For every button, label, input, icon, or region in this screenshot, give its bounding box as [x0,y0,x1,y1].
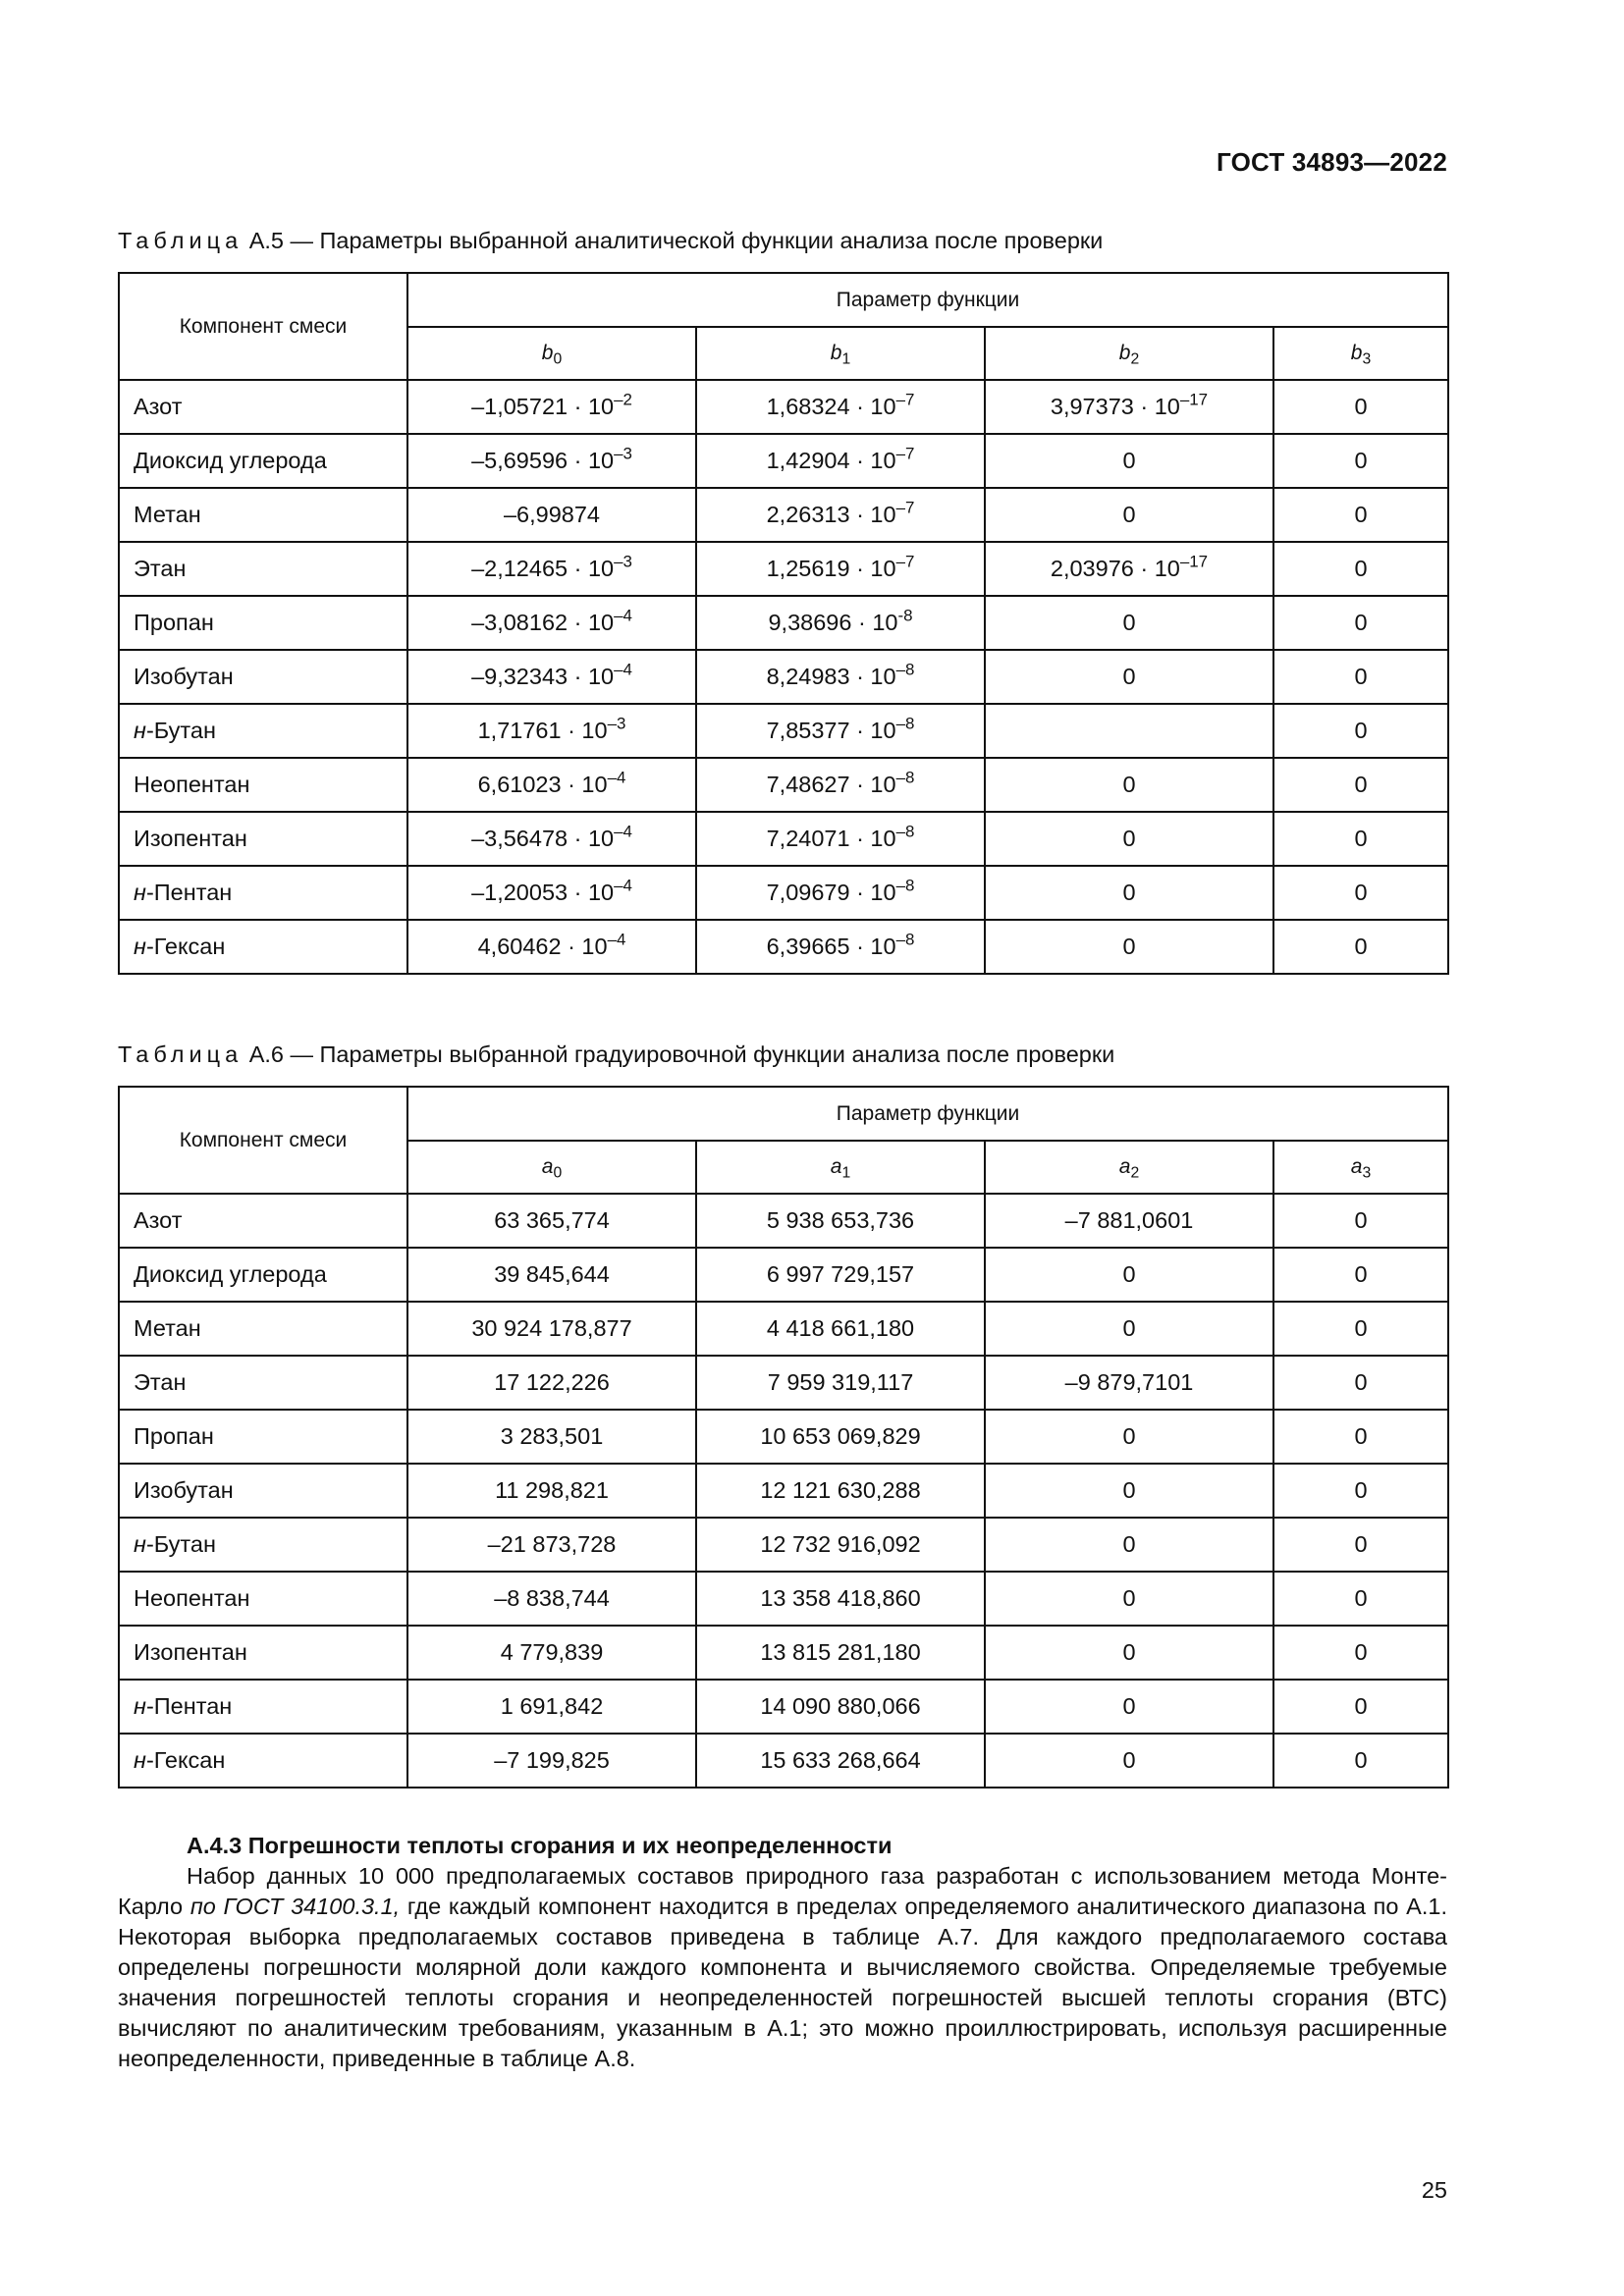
component-header: Компонент смеси [119,273,407,380]
table-a6-caption-text: А.6 — Параметры выбранной градуировочной функции анализа после проверки [248,1041,1115,1067]
parameter-value: 0 [1273,1410,1448,1464]
parameter-value: 0 [1273,758,1448,812]
table-a6-caption-label: Таблица [118,1041,244,1067]
parameter-value: 0 [1273,920,1448,974]
component-name: Азот [119,1194,407,1248]
parameter-value: 0 [1273,380,1448,434]
component-name: Неопентан [119,758,407,812]
parameter-value: $6,61023 \cdot 10^{-4}$ [407,758,696,812]
table-row [119,920,1448,974]
parameter-value [985,704,1273,758]
parameter-value: $7,09679 \cdot 10^{-8}$ [696,866,985,920]
table-row [119,434,1448,488]
parameter-value: –21 873,728 [407,1518,696,1572]
parameter-value: $-9,32343 \cdot 10^{-4}$ [407,650,696,704]
parameter-value: 5 938 653,736 [696,1194,985,1248]
parameter-value: $-2,12465 \cdot 10^{-3}$ [407,542,696,596]
parameter-value: –9 879,7101 [985,1356,1273,1410]
parameter-header: Параметр функции [407,1087,1448,1141]
component-name: Изобутан [119,1464,407,1518]
parameter-value: 3 283,501 [407,1410,696,1464]
parameter-value: 0 [985,650,1273,704]
table-row [119,866,1448,920]
parameter-value: 0 [985,1626,1273,1680]
coef-header-b0: $b_0$ [407,327,696,380]
parameter-value: 4 418 661,180 [696,1302,985,1356]
parameter-value: 10 653 069,829 [696,1410,985,1464]
table-row [119,380,1448,434]
table-a5-caption [118,228,1103,254]
component-name: Неопентан [119,1572,407,1626]
table-row [119,1464,1448,1518]
parameter-value: $-1,20053 \cdot 10^{-4}$ [407,866,696,920]
parameter-value: $3,97373 \cdot 10^{-17}$ [985,380,1273,434]
parameter-value: 12 732 916,092 [696,1518,985,1572]
table-a5-caption-label: Таблица [118,228,244,253]
parameter-value: $-1,05721 \cdot 10^{-2}$ [407,380,696,434]
parameter-value: $2,03976 \cdot 10^{-17}$ [985,542,1273,596]
parameter-value: 0 [1273,596,1448,650]
parameter-value: 0 [1273,1518,1448,1572]
parameter-value: 0 [985,1518,1273,1572]
table-a6 [118,1086,1449,1789]
coef-header-a0: $a_0$ [407,1141,696,1194]
parameter-value: 0 [1273,434,1448,488]
parameter-value: $8,24983 \cdot 10^{-8}$ [696,650,985,704]
parameter-value: 0 [1273,1194,1448,1248]
parameter-value: –7 881,0601 [985,1194,1273,1248]
parameter-value: 0 [985,1464,1273,1518]
parameter-value: 13 815 281,180 [696,1626,985,1680]
parameter-value: 0 [1273,1464,1448,1518]
parameter-value: $1,42904 \cdot 10^{-7}$ [696,434,985,488]
parameter-value: 11 298,821 [407,1464,696,1518]
document-number: ГОСТ 34893—2022 [1217,147,1447,177]
parameter-value: 0 [1273,1248,1448,1302]
component-name: Изобутан [119,650,407,704]
component-name: Пропан [119,1410,407,1464]
parameter-value: 63 365,774 [407,1194,696,1248]
parameter-value: 0 [985,596,1273,650]
parameter-value: 17 122,226 [407,1356,696,1410]
parameter-value: $-3,08162 \cdot 10^{-4}$ [407,596,696,650]
parameter-value: $7,48627 \cdot 10^{-8}$ [696,758,985,812]
component-name: Метан [119,1302,407,1356]
table-row [119,650,1448,704]
component-name: Изопентан [119,1626,407,1680]
component-name: Этан [119,1356,407,1410]
component-name: н-Гексан [119,920,407,974]
table-row [119,704,1448,758]
parameter-value: $2,26313 \cdot 10^{-7}$ [696,488,985,542]
parameter-value: 0 [985,1302,1273,1356]
table-row [119,1572,1448,1626]
parameter-value: 12 121 630,288 [696,1464,985,1518]
table-a6-caption [118,1041,1114,1068]
parameter-value: 0 [1273,1302,1448,1356]
table-a5-body [119,380,1448,974]
parameter-value: $1,68324 \cdot 10^{-7}$ [696,380,985,434]
parameter-value: 0 [1273,650,1448,704]
table-row [119,596,1448,650]
parameter-value: $1,71761 \cdot 10^{-3}$ [407,704,696,758]
section-a43 [118,1831,1447,2074]
parameter-value: $-3,56478 \cdot 10^{-4}$ [407,812,696,866]
parameter-value: 6 997 729,157 [696,1248,985,1302]
parameter-value: $9,38696 \cdot 10^{-8}$ [696,596,985,650]
parameter-value: 1 691,842 [407,1680,696,1734]
coef-header-b3: $b_3$ [1273,327,1448,380]
parameter-value: 0 [985,1572,1273,1626]
component-name: Метан [119,488,407,542]
parameter-value: 0 [1273,1680,1448,1734]
parameter-value: 0 [1273,812,1448,866]
parameter-value: 0 [985,1248,1273,1302]
parameter-value: 0 [985,812,1273,866]
parameter-value: 39 845,644 [407,1248,696,1302]
parameter-value: 15 633 268,664 [696,1734,985,1788]
parameter-value: 0 [985,920,1273,974]
parameter-value: 14 090 880,066 [696,1680,985,1734]
coef-header-b1: $b_1$ [696,327,985,380]
parameter-value: $7,24071 \cdot 10^{-8}$ [696,812,985,866]
table-row [119,1410,1448,1464]
coef-header-b2: $b_2$ [985,327,1273,380]
parameter-value: 0 [1273,1572,1448,1626]
parameter-value: 0 [985,1680,1273,1734]
component-name: Азот [119,380,407,434]
parameter-value: 0 [1273,1356,1448,1410]
component-name: н-Пентан [119,866,407,920]
parameter-value: 7 959 319,117 [696,1356,985,1410]
component-name: н-Пентан [119,1680,407,1734]
table-row [119,1518,1448,1572]
parameter-value: 0 [985,758,1273,812]
table-row [119,542,1448,596]
parameter-value: $1,25619 \cdot 10^{-7}$ [696,542,985,596]
coef-header-a3: $a_3$ [1273,1141,1448,1194]
parameter-value: $6,39665 \cdot 10^{-8}$ [696,920,985,974]
parameter-header: Параметр функции [407,273,1448,327]
parameter-value: 0 [1273,1734,1448,1788]
table-row [119,812,1448,866]
parameter-value: $4,60462 \cdot 10^{-4}$ [407,920,696,974]
component-name: Этан [119,542,407,596]
component-name: Диоксид углерода [119,1248,407,1302]
coef-header-a2: $a_2$ [985,1141,1273,1194]
parameter-value: 0 [985,488,1273,542]
parameter-value: –7 199,825 [407,1734,696,1788]
table-row [119,1734,1448,1788]
page-number: 25 [1421,2177,1447,2203]
section-title: А.4.3 Погрешности теплоты сгорания и их неопределенности [187,1833,893,1858]
table-a5-caption-text: А.5 — Параметры выбранной аналитической функции анализа после проверки [248,228,1104,253]
component-name: н-Бутан [119,704,407,758]
component-header: Компонент смеси [119,1087,407,1194]
table-row [119,1248,1448,1302]
parameter-value: $-5,69596 \cdot 10^{-3}$ [407,434,696,488]
parameter-value: 30 924 178,877 [407,1302,696,1356]
table-row [119,488,1448,542]
component-name: н-Гексан [119,1734,407,1788]
table-row [119,1194,1448,1248]
table-a5 [118,272,1449,975]
parameter-value: –8 838,744 [407,1572,696,1626]
table-row [119,758,1448,812]
section-paragraph: Набор данных 10 000 предполагаемых составов природного газа разработан с использованием метода Монте-Карло по ГОСТ 34100.3.1, где каждый компонент находится в пределах определяемого аналитического диапазона по А.1. Некоторая выборка предполагаемых составов приведена в таблице А.7. Для каждого предполагаемого состава определены погрешности молярной доли каждого компонента и вычисляемого свойства. Определяемые требуемые значения погрешностей теплоты сгорания и неопределенностей погрешностей высшей теплоты сгорания (ВТС) вычисляют по аналитическим требованиям, указанным в А.1; это можно проиллюстрировать, используя расширенные неопределенности, приведенные в таблице А.8. [118,1863,1447,2071]
component-name: н-Бутан [119,1518,407,1572]
component-name: Диоксид углерода [119,434,407,488]
coef-header-a1: $a_1$ [696,1141,985,1194]
table-row [119,1626,1448,1680]
table-row [119,1680,1448,1734]
parameter-value: $7,85377 \cdot 10^{-8}$ [696,704,985,758]
parameter-value: 0 [985,1410,1273,1464]
parameter-value: 0 [1273,542,1448,596]
component-name: Пропан [119,596,407,650]
parameter-value: 4 779,839 [407,1626,696,1680]
table-row [119,1302,1448,1356]
parameter-value: 0 [1273,488,1448,542]
table-a6-body [119,1194,1448,1788]
parameter-value: 0 [985,434,1273,488]
parameter-value: 0 [985,1734,1273,1788]
parameter-value: 0 [985,866,1273,920]
parameter-value: –6,99874 [407,488,696,542]
component-name: Изопентан [119,812,407,866]
parameter-value: 0 [1273,1626,1448,1680]
table-row [119,1356,1448,1410]
parameter-value: 13 358 418,860 [696,1572,985,1626]
parameter-value: 0 [1273,866,1448,920]
parameter-value: 0 [1273,704,1448,758]
